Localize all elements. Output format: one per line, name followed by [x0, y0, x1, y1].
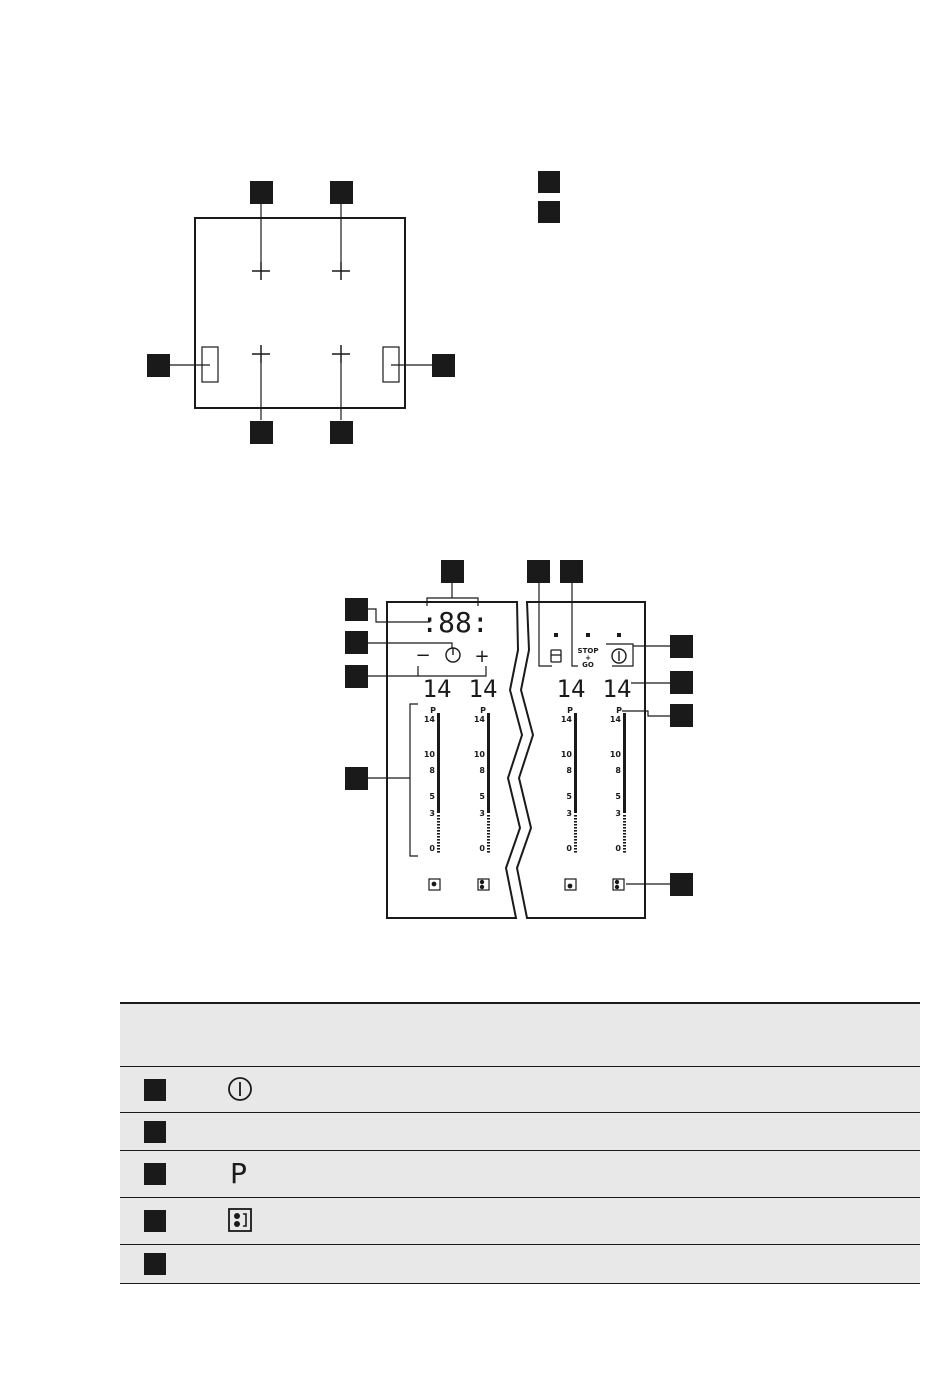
- table-row: [120, 1244, 920, 1283]
- scale-tick: [623, 851, 626, 853]
- legend-marker: [538, 201, 560, 223]
- callout-marker: [670, 704, 693, 727]
- scale-label: 8: [566, 766, 572, 775]
- scale-tick: [623, 815, 626, 817]
- scale-tick: [623, 836, 626, 838]
- bridge-icon: [613, 879, 624, 890]
- callout-marker: [670, 873, 693, 896]
- zone-level-display: 14: [556, 675, 586, 703]
- scale-label: 3: [479, 809, 485, 818]
- hob-outline: [195, 218, 405, 408]
- scale-tick: [487, 821, 490, 823]
- scale-tick: [574, 833, 577, 835]
- legend-marker: [538, 171, 560, 193]
- scale-tick: [574, 821, 577, 823]
- scale-tick: [487, 824, 490, 826]
- row-marker: [144, 1163, 166, 1185]
- scale-tick: [623, 830, 626, 832]
- power-icon: [612, 649, 626, 663]
- scale-tick: [623, 818, 626, 820]
- callout-marker: [330, 181, 353, 204]
- cooking-zone-cross-rear-left: [252, 345, 270, 363]
- scale-tick: [437, 833, 440, 835]
- scale-label: 0: [566, 844, 572, 853]
- callout-marker: [560, 560, 583, 583]
- callout-marker: [330, 421, 353, 444]
- scale-label: 8: [429, 766, 435, 775]
- scale-tick: [437, 845, 440, 847]
- power-icon: [226, 1075, 254, 1103]
- scale-label: 8: [479, 766, 485, 775]
- scale-tick: [574, 839, 577, 841]
- zone-level-display: 14: [602, 675, 632, 703]
- zone-icon-single: [565, 879, 576, 890]
- row-marker: [144, 1079, 166, 1101]
- scale-tick: [437, 827, 440, 829]
- scale-label: 10: [423, 750, 435, 759]
- scale-label: 3: [429, 809, 435, 818]
- bridge-icon: [227, 1207, 253, 1233]
- scale-tick: [487, 842, 490, 844]
- scale-tick: [574, 851, 577, 853]
- scale-tick: [574, 836, 577, 838]
- scale-label: 10: [473, 750, 485, 759]
- scale-tick: [437, 824, 440, 826]
- callout-marker: [345, 598, 368, 621]
- callout-marker: [345, 767, 368, 790]
- scale-tick: [574, 830, 577, 832]
- scale-tick: [437, 848, 440, 850]
- scale-power-label: P: [480, 706, 486, 715]
- timer-icon: [446, 648, 460, 662]
- scale-bar: [437, 713, 440, 813]
- power-boost-symbol: P: [230, 1157, 247, 1190]
- scale-label: 5: [615, 792, 621, 801]
- scale-label: 8: [615, 766, 621, 775]
- cooking-zone-cross-front-left: [252, 262, 270, 280]
- scale-tick: [487, 818, 490, 820]
- callout-marker: [345, 631, 368, 654]
- scale-tick: [574, 845, 577, 847]
- scale-tick: [623, 827, 626, 829]
- zone-icon-single: [429, 879, 440, 890]
- scale-label: 14: [609, 715, 621, 724]
- callout-markers-top: [147, 171, 560, 444]
- scale-tick: [574, 818, 577, 820]
- zone-level-displays: [423, 675, 632, 703]
- scale-tick: [623, 833, 626, 835]
- callout-marker: [527, 560, 550, 583]
- scale-tick: [574, 848, 577, 850]
- callout-marker: [147, 354, 170, 377]
- scale-tick: [437, 842, 440, 844]
- callout-marker: [441, 560, 464, 583]
- scale-tick: [623, 848, 626, 850]
- scale-tick: [437, 836, 440, 838]
- scale-bar: [487, 713, 490, 813]
- heat-setting-scales: [424, 706, 626, 853]
- scale-tick: [623, 842, 626, 844]
- scale-tick: [437, 818, 440, 820]
- stop-go-label: STOP: [577, 647, 599, 655]
- scale-tick: [574, 824, 577, 826]
- scale-label: 5: [479, 792, 485, 801]
- table-bottom-rule: [120, 1283, 920, 1284]
- stop-go-label-bottom: GO: [582, 661, 594, 669]
- callout-marker: [345, 665, 368, 688]
- cooking-zone-cross-rear-right: [332, 345, 350, 363]
- scale-tick: [623, 821, 626, 823]
- zone-level-display: 14: [468, 675, 498, 703]
- scale-tick: [487, 845, 490, 847]
- scale-label: 0: [615, 844, 621, 853]
- scale-label: 3: [566, 809, 572, 818]
- callout-marker: [250, 421, 273, 444]
- scale-tick: [623, 824, 626, 826]
- zone-level-display: 14: [422, 675, 452, 703]
- scale-label: 14: [473, 715, 485, 724]
- scale-tick: [487, 827, 490, 829]
- scale-tick: [623, 845, 626, 847]
- control-panel-diagram: [368, 582, 670, 918]
- panel-outline-left: [387, 602, 522, 918]
- table-row: [120, 1112, 920, 1151]
- scale-tick: [437, 830, 440, 832]
- scale-tick: [574, 827, 577, 829]
- table-header: [120, 1002, 920, 1066]
- stop-go-plus: +: [585, 654, 591, 662]
- scale-tick: [437, 839, 440, 841]
- scale-tick: [487, 815, 490, 817]
- scale-bar: [623, 713, 626, 813]
- scale-label: 14: [423, 715, 435, 724]
- table-row: [120, 1066, 920, 1113]
- hob-layout-diagram: [170, 204, 432, 420]
- lock-icon: [551, 650, 561, 662]
- scale-tick: [623, 839, 626, 841]
- scale-label: 0: [429, 844, 435, 853]
- scale-power-label: P: [567, 706, 573, 715]
- scale-tick: [574, 842, 577, 844]
- scale-tick: [487, 839, 490, 841]
- scale-tick: [487, 836, 490, 838]
- scale-label: 5: [429, 792, 435, 801]
- scale-label: 5: [566, 792, 572, 801]
- callout-marker: [432, 354, 455, 377]
- scale-tick: [437, 821, 440, 823]
- bridge-icon: [478, 879, 489, 890]
- scale-bar: [574, 713, 577, 813]
- scale-tick: [487, 851, 490, 853]
- table-row: [120, 1150, 920, 1198]
- row-marker: [144, 1121, 166, 1143]
- callout-marker: [670, 671, 693, 694]
- scale-label: 14: [560, 715, 572, 724]
- scale-tick: [574, 815, 577, 817]
- scale-label: 10: [560, 750, 572, 759]
- minus-button-symbol: −: [415, 645, 431, 666]
- scale-label: 10: [609, 750, 621, 759]
- plus-button-symbol: +: [474, 646, 490, 667]
- scale-tick: [487, 830, 490, 832]
- scale-tick: [437, 851, 440, 853]
- scale-power-label: P: [616, 706, 622, 715]
- scale-tick: [487, 848, 490, 850]
- timer-display: :88:: [421, 606, 489, 639]
- callout-marker: [250, 181, 273, 204]
- row-marker: [144, 1210, 166, 1232]
- scale-tick: [437, 815, 440, 817]
- callout-marker: [670, 635, 693, 658]
- scale-power-label: P: [430, 706, 436, 715]
- scale-label: 3: [615, 809, 621, 818]
- cooking-zone-cross-front-right: [332, 262, 350, 280]
- row-marker: [144, 1253, 166, 1275]
- scale-tick: [487, 833, 490, 835]
- callout-markers-panel: [345, 560, 693, 896]
- table-row: [120, 1197, 920, 1245]
- scale-label: 0: [479, 844, 485, 853]
